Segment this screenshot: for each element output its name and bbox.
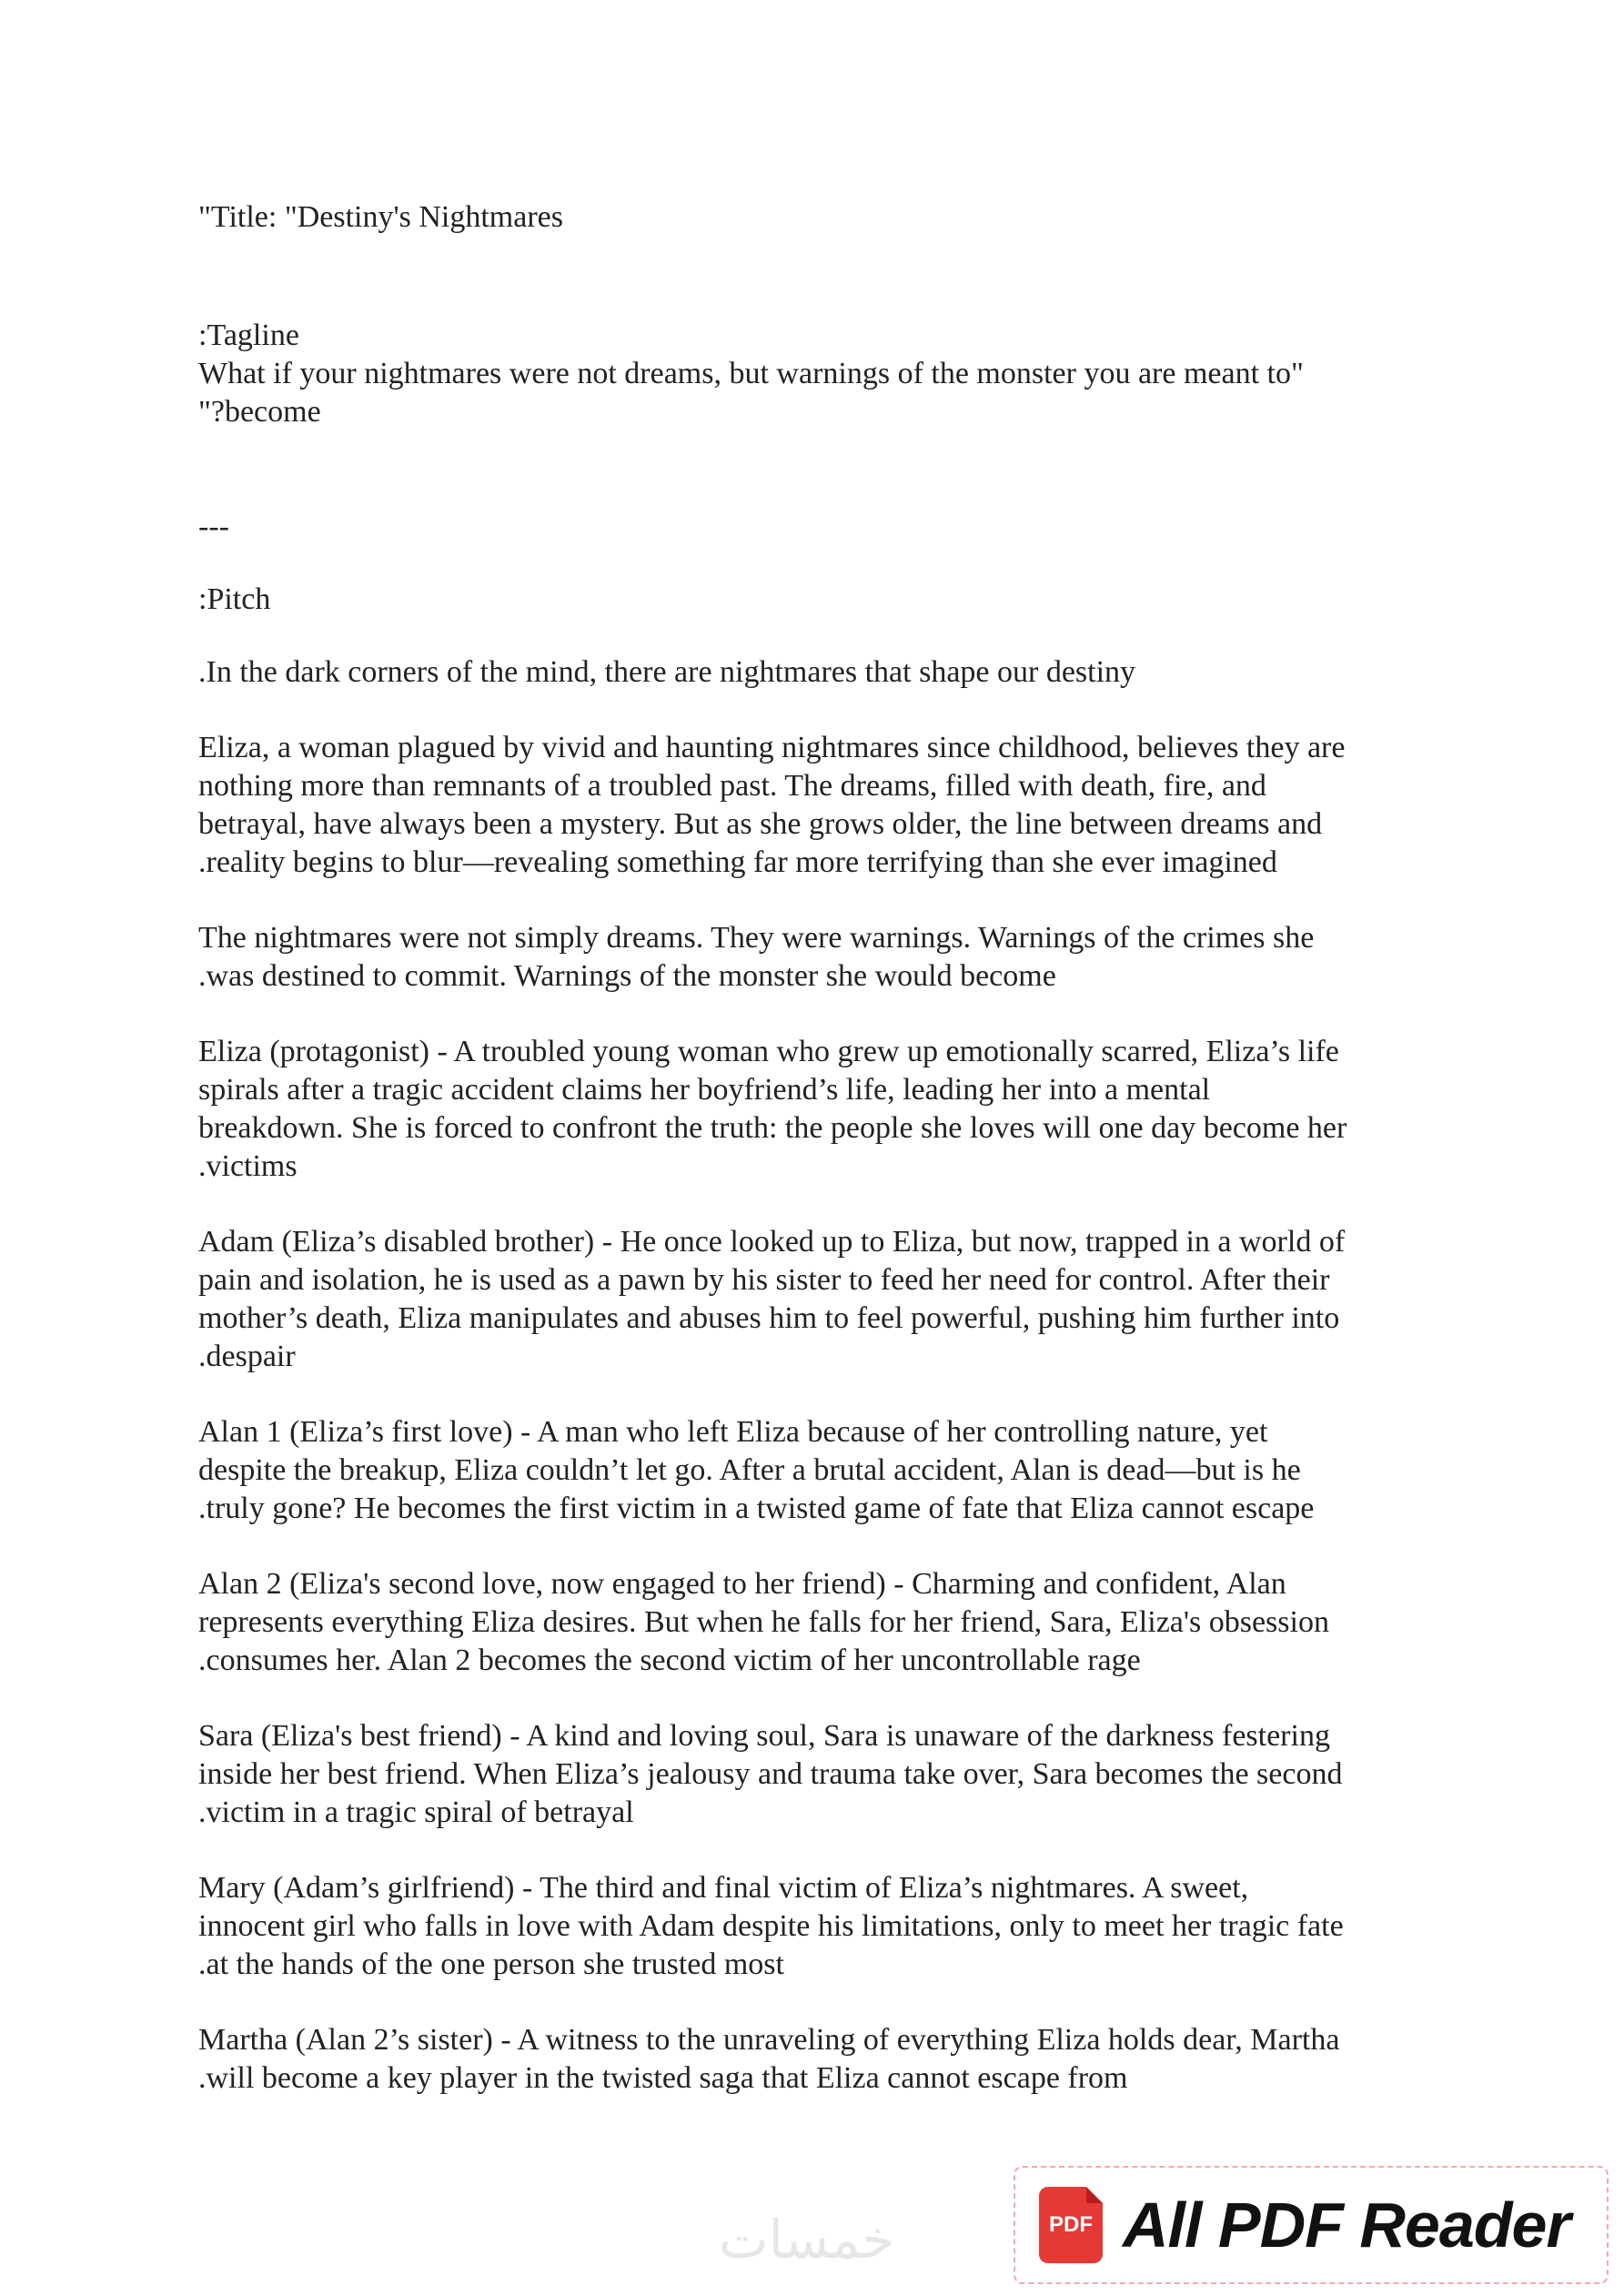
paragraph-line: .In the dark corners of the mind, there are nightmares that shape our destiny — [198, 655, 1136, 689]
paragraph-line: .victims — [198, 1149, 298, 1183]
paragraph-line: nothing more than remnants of a troubled past. The dreams, filled with death, fire, and — [198, 769, 1266, 803]
paragraph — [198, 729, 1436, 882]
paragraph-line: Eliza, a woman plagued by vivid and haunting nightmares since childhood, believes they are — [198, 731, 1346, 764]
tagline-label: :Tagline — [198, 319, 299, 352]
paragraph-line: .despair — [198, 1340, 296, 1373]
paragraph-line: .victim in a tragic spiral of betrayal — [198, 1795, 634, 1829]
document-body — [198, 198, 1436, 2135]
paragraph-line: mother’s death, Eliza manipulates and abuses him to feel powerful, pushing him further into — [198, 1301, 1340, 1335]
paragraph-line: betrayal, have always been a mystery. But as she grows older, the line between dreams and — [198, 807, 1323, 841]
paragraph-line: .was destined to commit. Warnings of the monster she would become — [198, 959, 1056, 993]
paragraph-line: represents everything Eliza desires. But when he falls for her friend, Sara, Eliza's obsession — [198, 1605, 1329, 1639]
paragraph — [198, 2021, 1436, 2098]
pitch-label: :Pitch — [198, 582, 271, 616]
tagline-line-2: "?become — [198, 395, 321, 429]
paragraph — [198, 1869, 1436, 1984]
watermark: خمسات — [719, 2209, 895, 2271]
paragraph-line: innocent girl who falls in love with Adam despite his limitations, only to meet her tragic fate — [198, 1909, 1344, 1943]
paragraph — [198, 653, 1436, 692]
pitch-paragraphs — [198, 653, 1436, 2098]
tagline-line-1: What if your nightmares were not dreams, but warnings of the monster you are meant to" — [198, 357, 1304, 390]
paragraph-line: .truly gone? He becomes the first victim in a twisted game of fate that Eliza cannot escape — [198, 1492, 1315, 1525]
paragraph-line: despite the breakup, Eliza couldn’t let go. After a brutal accident, Alan is dead—but is he — [198, 1453, 1301, 1487]
paragraph-line: The nightmares were not simply dreams. They were warnings. Warnings of the crimes she — [198, 921, 1315, 955]
paragraph-line: Mary (Adam’s girlfriend) - The third and final victim of Eliza’s nightmares. A sweet, — [198, 1871, 1249, 1905]
pdf-reader-badge[interactable] — [1014, 2166, 1609, 2284]
pdf-file-icon: PDF — [1039, 2187, 1103, 2263]
paragraph-line: .will become a key player in the twisted saga that Eliza cannot escape from — [198, 2061, 1128, 2095]
paragraph — [198, 1413, 1436, 1528]
paragraph-line: .at the hands of the one person she trusted most — [198, 1947, 784, 1981]
paragraph-line: Alan 1 (Eliza’s first love) - A man who left Eliza because of her controlling nature, yet — [198, 1415, 1268, 1449]
paragraph-line: Eliza (protagonist) - A troubled young woman who grew up emotionally scarred, Eliza’s life — [198, 1035, 1339, 1068]
paragraph-line: inside her best friend. When Eliza’s jealousy and trauma take over, Sara becomes the second — [198, 1757, 1343, 1791]
paragraph — [198, 1223, 1436, 1376]
paragraph-line: spirals after a tragic accident claims her boyfriend’s life, leading her into a mental — [198, 1073, 1211, 1107]
badge-label: All PDF Reader — [1123, 2190, 1570, 2261]
paragraph — [198, 1033, 1436, 1186]
paragraph — [198, 1717, 1436, 1832]
paragraph-line: pain and isolation, he is used as a pawn by his sister to feed her need for control. After their — [198, 1263, 1330, 1297]
paragraph-line: Alan 2 (Eliza's second love, now engaged to her friend) - Charming and confident, Alan — [198, 1567, 1286, 1601]
paragraph — [198, 919, 1436, 996]
paragraph-line: Adam (Eliza’s disabled brother) - He once looked up to Eliza, but now, trapped in a world of — [198, 1225, 1346, 1259]
paragraph-line: .reality begins to blur—revealing something far more terrifying than she ever imagined — [198, 845, 1277, 879]
paragraph — [198, 1565, 1436, 1680]
paragraph-line: .consumes her. Alan 2 becomes the second victim of her uncontrollable rage — [198, 1644, 1141, 1677]
paragraph-line: Sara (Eliza's best friend) - A kind and loving soul, Sara is unaware of the darkness festering — [198, 1719, 1330, 1753]
document-title: "Title: "Destiny's Nightmares — [198, 200, 563, 234]
paragraph-line: Martha (Alan 2’s sister) - A witness to the unraveling of everything Eliza holds dear, Martha — [198, 2023, 1340, 2057]
paragraph-line: breakdown. She is forced to confront the truth: the people she loves will one day become her — [198, 1111, 1347, 1145]
separator: --- — [198, 510, 229, 543]
